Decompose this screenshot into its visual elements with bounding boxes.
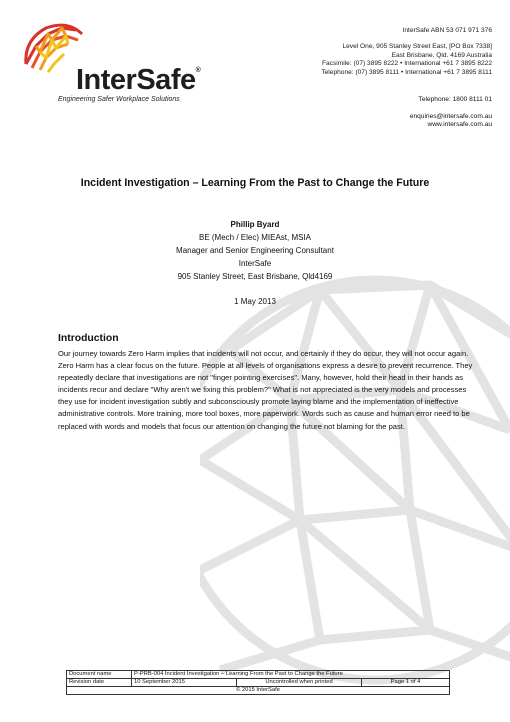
document-title: Incident Investigation – Learning From the Past to Change the Future: [80, 177, 430, 189]
company-contact: [410, 113, 492, 130]
company-telephone: Telephone: (07) 3895 8111 • International +61 7 3895 8111: [321, 68, 492, 76]
company-email-link[interactable]: enquiries@intersafe.com.au: [409, 113, 492, 120]
introduction-paragraph: Our journey towards Zero Harm implies that incidents will not occur, and certainly if they do occur, they will not occur again. Zero Harm has a clear focus on the future. People at all levels of organisations express a desire to prevent recurrence. They repeatedly declare that investigations are not "finger pointing exercises". Many, however, hold their head in their hands as incidents recur and declare "Why aren't we fixing this problem?" What is not appreciated is the very models and processes they use for incident investigation subtly and subconsciously promote laying blame and the implementation of ineffective administrative controls. More training, more tool boxes, more paperwork. Words such as cause and human error need to be replaced with words and models that focus our attention on changing the future not blaming for the past.: [58, 349, 473, 431]
author-block: [0, 218, 510, 283]
author-address: 905 Stanley Street, East Brisbane, Qld4169: [177, 272, 333, 281]
company-freecall: Telephone: 1800 8111 01: [418, 96, 492, 103]
author-role: Manager and Senior Engineering Consultant: [176, 246, 334, 255]
company-address-line-2: East Brisbane, Qld. 4169 Australia: [391, 51, 492, 59]
brand-tagline: Engineering Safer Workplace Solutions: [58, 96, 180, 103]
author-organisation: InterSafe: [238, 259, 272, 268]
footer-copyright: © 2015 InterSafe: [67, 687, 450, 695]
section-heading-introduction: Introduction: [58, 333, 119, 344]
company-abn: InterSafe ABN 53 071 971 376: [402, 27, 492, 34]
company-facsimile: Facsimile: (07) 3895 8222 • International +61 7 3895 8222: [321, 60, 492, 68]
footer-page-number: Page 1 of 4: [362, 679, 450, 687]
footer-doc-name-label: Document name: [67, 671, 132, 679]
company-info: [232, 27, 492, 77]
footer-doc-name-value: P-PRB-004 Incident Investigation – Learning From the Past to Change the Future: [132, 671, 450, 679]
footer-uncontrolled: Uncontrolled when printed: [237, 679, 362, 687]
author-credentials: BE (Mech / Elec) MIEAst, MSIA: [198, 233, 312, 242]
company-website-link[interactable]: www.intersafe.com.au: [427, 121, 492, 129]
document-control-footer: [66, 670, 450, 695]
footer-revision-label: Revision date: [67, 679, 132, 687]
document-date: 1 May 2013: [234, 297, 276, 306]
company-address-line-1: Level One, 905 Stanley Street East, [PO Box 7338]: [342, 43, 492, 51]
author-name: Phillip Byard: [230, 220, 280, 229]
brand-wordmark: InterSafe®: [76, 64, 201, 96]
footer-revision-value: 10 September 2015: [132, 679, 237, 687]
